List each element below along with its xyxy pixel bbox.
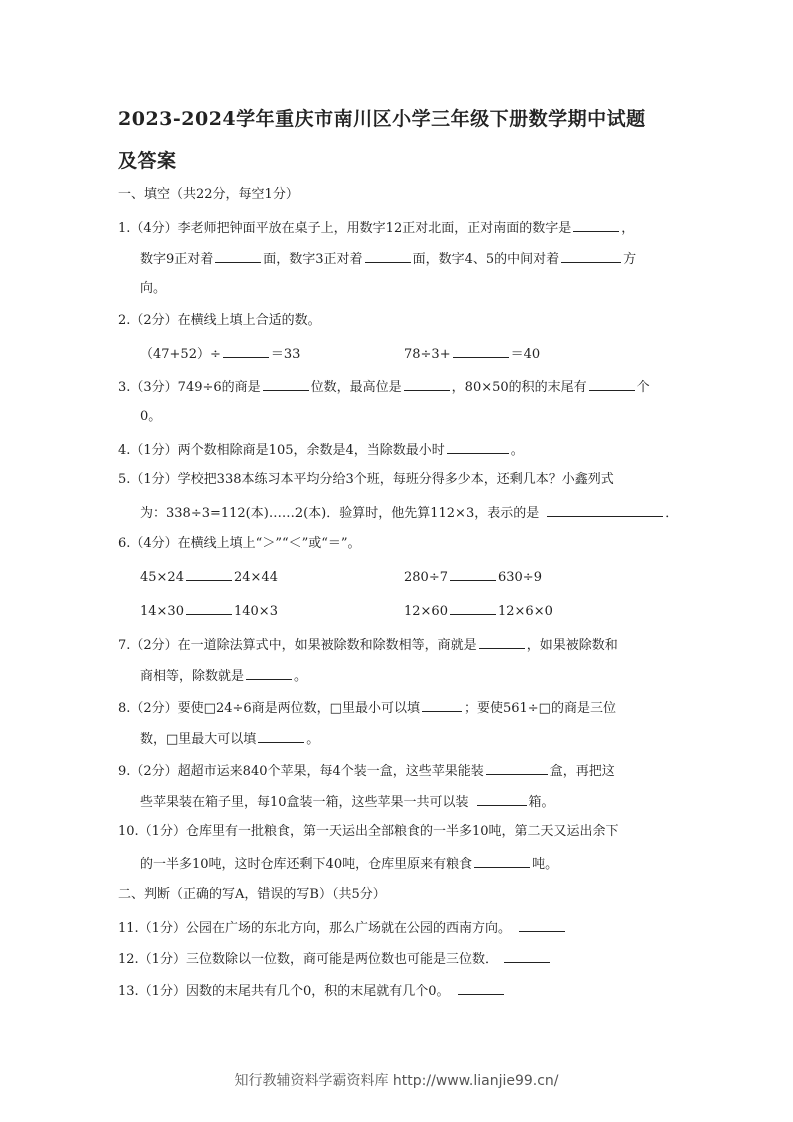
q4-text-b: 。: [510, 443, 524, 458]
question-9-line-2: [140, 792, 555, 812]
question-3-line-2: 0。: [140, 409, 162, 424]
q1-text-f: 方: [623, 252, 637, 267]
q2-right-text-b: ＝40: [510, 347, 541, 362]
q6-r2l-a: 14×30: [140, 604, 184, 619]
q11-blank[interactable]: [519, 918, 565, 932]
q10-text-c: 吨。: [532, 857, 559, 872]
question-9-line-1: [118, 761, 615, 781]
question-5-line-1: 5.（1分）学校把338本练习本平均分给3个班，每班分得多少本，还剩几本？小鑫列式: [118, 472, 614, 487]
q4-blank-1[interactable]: [447, 440, 509, 454]
q12-blank[interactable]: [504, 949, 550, 963]
q1-text-e: 面，数字4、5的中间对着: [412, 252, 560, 267]
q3-blank-1[interactable]: [263, 377, 309, 391]
q7-text-d: 。: [294, 669, 308, 684]
q1-blank-2[interactable]: [215, 249, 261, 263]
q6-blank-4[interactable]: [450, 601, 496, 615]
q5-text-b: 为：338÷3=112(本)……2(本)．验算时，他先算112×3，表示的是: [140, 506, 540, 521]
q5-text-c: ．: [665, 506, 679, 521]
q11-text: 11.（1分）公园在广场的东北方向，那么广场就在公园的西南方向。: [118, 921, 511, 936]
q6-r1r-b: 630÷9: [497, 570, 542, 585]
q9-text-d: 箱。: [528, 795, 555, 810]
question-6-line-1: 6.（4分）在横线上填上“＞”“＜”或“＝”。: [118, 536, 361, 551]
question-1-line-1: [118, 218, 634, 238]
q13-text: 13.（1分）因数的末尾共有几个0，积的末尾就有几个0。: [118, 984, 450, 999]
question-12: [118, 949, 552, 969]
q9-text-a: 9.（2分）超超市运来840个苹果，每4个装一盒，这些苹果能装: [118, 764, 484, 779]
q2-blank-1[interactable]: [223, 344, 269, 358]
q1-text-b: ，: [621, 221, 635, 236]
q1-text-c: 数字9正对着: [140, 252, 214, 267]
q6-row-2-left: [140, 601, 278, 621]
q3-text-b: 位数，最高位是: [310, 380, 402, 395]
q6-blank-3[interactable]: [186, 601, 232, 615]
q6-r1r-a: 280÷7: [404, 570, 448, 585]
q1-text-d: 面，数字3正对着: [263, 252, 363, 267]
section-2-heading: 二、判断（正确的写A，错误的写B）（共5分）: [118, 887, 386, 902]
q10-blank-1[interactable]: [474, 854, 530, 868]
q8-text-d: 。: [306, 732, 320, 747]
q6-row-2-right: [404, 601, 553, 621]
q2-left-text-b: ＝33: [270, 347, 301, 362]
question-2-right: [404, 344, 540, 364]
q5-blank-1[interactable]: [547, 503, 663, 517]
q6-blank-2[interactable]: [450, 567, 496, 581]
q6-row-1-right: [404, 567, 542, 587]
q10-text-b: 的一半多10吨，这时仓库还剩下40吨，仓库里原来有粮食: [140, 857, 473, 872]
question-11: [118, 918, 567, 938]
q8-text-a: 8.（2分）要使□24÷6商是两位数，□里最小可以填: [118, 701, 420, 716]
q8-text-b: ；要使561÷□的商是三位: [463, 701, 616, 716]
q6-r2r-b: 12×6×0: [497, 604, 553, 619]
q6-r2r-a: 12×60: [404, 604, 448, 619]
q1-text-a: 1.（4分）李老师把钟面平放在桌子上，用数字12正对北面，正对南面的数字是: [118, 221, 572, 236]
q7-text-b: ，如果被除数和: [526, 638, 618, 653]
question-1-line-3: 向。: [140, 281, 167, 296]
q9-text-c: 些苹果装在箱子里，每10盒装一箱，这些苹果一共可以装: [140, 795, 469, 810]
question-8-line-1: [118, 698, 616, 718]
document-title-line-1: 2023-2024学年重庆市南川区小学三年级下册数学期中试题: [118, 108, 646, 130]
question-10-line-2: [140, 854, 558, 874]
q1-blank-4[interactable]: [561, 249, 621, 263]
q6-blank-1[interactable]: [186, 567, 232, 581]
document-title-line-2: 及答案: [118, 150, 177, 172]
q3-text-c: ，80×50的积的末尾有: [451, 380, 587, 395]
q9-blank-2[interactable]: [477, 792, 527, 806]
section-1-heading: 一、填空（共22分，每空1分）: [118, 187, 299, 202]
page-footer: 知行教辅资料学霸资料库 http://www.lianjie99.cn/: [234, 1073, 559, 1089]
q6-r1l-b: 24×44: [233, 570, 278, 585]
question-4: [118, 440, 524, 460]
q1-blank-1[interactable]: [573, 218, 619, 232]
q8-text-c: 数，□里最大可以填: [140, 732, 257, 747]
question-2-line-1: 2.（2分）在横线上填上合适的数。: [118, 313, 321, 328]
question-13: [118, 981, 506, 1001]
question-7-line-2: [140, 666, 307, 686]
question-10-line-1: 10.（1分）仓库里有一批粮食，第一天运出全部粮食的一半多10吨，第二天又运出余下: [118, 824, 619, 839]
question-5-line-2: [140, 503, 678, 523]
question-2-left: [140, 344, 300, 364]
q6-r2l-b: 140×3: [233, 604, 278, 619]
q7-text-c: 商相等，除数就是: [140, 669, 245, 684]
q1-blank-3[interactable]: [365, 249, 411, 263]
q7-blank-1[interactable]: [479, 635, 525, 649]
question-1-line-2: [140, 249, 636, 269]
q3-blank-2[interactable]: [404, 377, 450, 391]
q9-blank-1[interactable]: [486, 761, 548, 775]
q2-blank-2[interactable]: [453, 344, 509, 358]
q13-blank[interactable]: [458, 981, 504, 995]
q2-right-text-a: 78÷3+: [404, 347, 451, 362]
q4-text-a: 4.（1分）两个数相除商是105，余数是4，当除数最小时: [118, 443, 445, 458]
q8-blank-2[interactable]: [258, 729, 304, 743]
question-7-line-1: [118, 635, 618, 655]
q8-blank-1[interactable]: [422, 698, 462, 712]
question-3-line-1: [118, 377, 650, 397]
question-8-line-2: [140, 729, 319, 749]
q3-text-a: 3.（3分）749÷6的商是: [118, 380, 261, 395]
q6-r1l-a: 45×24: [140, 570, 184, 585]
q2-left-text-a: （47+52）÷: [140, 347, 221, 362]
q7-blank-2[interactable]: [246, 666, 292, 680]
q7-text-a: 7.（2分）在一道除法算式中，如果被除数和除数相等，商就是: [118, 638, 477, 653]
q3-text-d: 个: [636, 380, 650, 395]
q3-blank-3[interactable]: [589, 377, 635, 391]
q12-text: 12.（1分）三位数除以一位数，商可能是两位数也可能是三位数．: [118, 952, 498, 967]
q9-text-b: 盒，再把这: [549, 764, 615, 779]
q6-row-1-left: [140, 567, 278, 587]
